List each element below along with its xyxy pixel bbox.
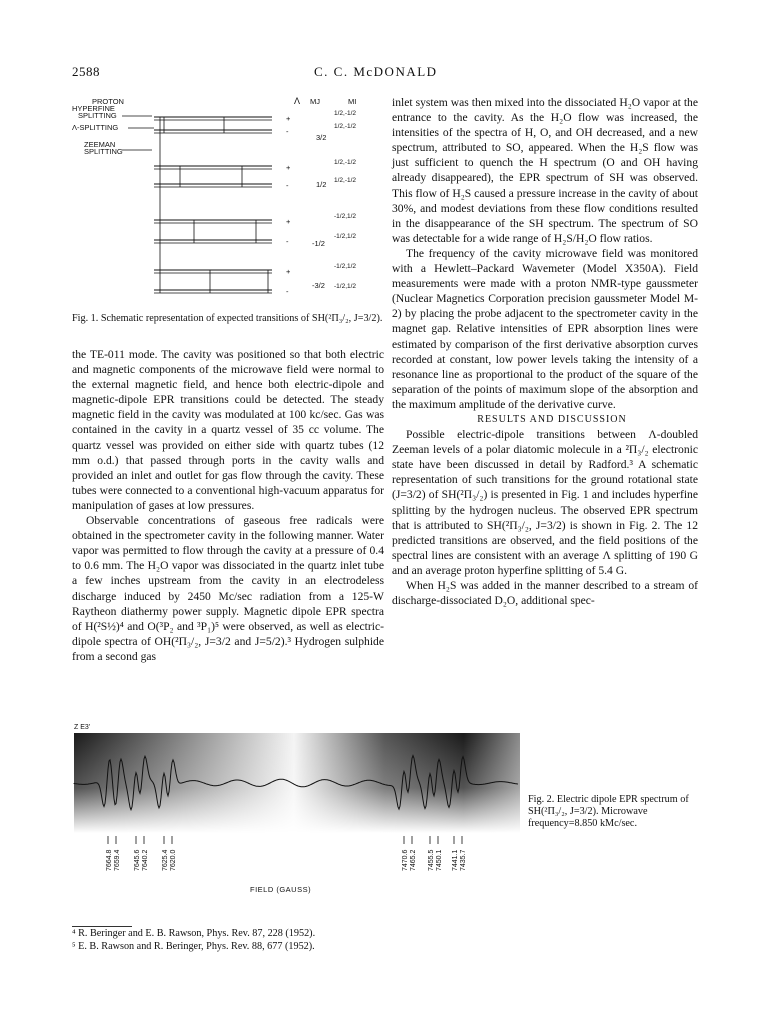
label-zeeman: ZEEMAN: [84, 140, 116, 149]
mj-label: -1/2: [312, 239, 325, 248]
figure-1-caption: Fig. 1. Schematic representation of expected transitions of SH(²Π₃/₂, J=3/2).: [72, 313, 383, 324]
label-hyperfine: HYPERFINE: [72, 104, 115, 113]
level-sign: +: [286, 217, 291, 226]
mi-label: 1/2,-1/2: [334, 177, 357, 184]
label-lambda-splitting: Λ-SPLITTING: [72, 123, 119, 132]
left-paragraph-1: the TE-011 mode. The cavity was positioned so that both electric and magnetic components of the microwave field were normal to the external magnetic field, and hence both electric-dipole and magnetic-dipole EPR transitions could be detected. The steady magnetic field in the cavity was modulated at 100 kc/sec. Gas was contained in the cavity in a quartz vessel of 35 cc volume. The quartz vessel was provided on either side with quartz tubes (12 mm o.d.) that passed through ports in the cavity walls and provided an inlet and outlet for gas flow through the cavity. These tubes were connected to a conventional high-vacuum apparatus for manipulation of gases at low pressures.: [72, 348, 384, 512]
label-splitting-2: SPLITTING: [84, 147, 123, 156]
figure-2-spectrum: [72, 733, 520, 895]
running-title: C. C. McDONALD: [314, 64, 438, 79]
field-tick-label: 7450.1: [436, 849, 443, 871]
level-sign: +: [286, 114, 291, 123]
field-tick-label: 7640.2: [142, 849, 149, 871]
x-axis-label: FIELD (GAUSS): [250, 885, 312, 894]
mi-label: 1/2,-1/2: [334, 159, 357, 166]
field-tick-label: 7659.4: [114, 849, 121, 871]
right-column: [392, 95, 698, 608]
field-tick-label: 7470.6: [402, 849, 409, 871]
field-tick-label: 7465.2: [410, 849, 417, 871]
left-paragraph-2: Observable concentrations of gaseous free radicals were obtained in the spectrometer cavity in the following manner. Water vapor was permitted to flow through the cavity at a pressure of 0.4 to 0.6 mm. The H₂O vapor was dissociated in the quartz inlet tube a few inches upstream from the cavity in an electrodeless discharge induced by 2450 Mc/sec radiation from a 125-W Raytheon diathermy power supply. Magnetic dipole EPR spectra of H(²S½)⁴ and O(³P₂ and ³P₁)⁵ were observed, as well as electric-dipole spectra of OH(²Π₃/₂, J=3/2 and J=5/2).³ Hydrogen sulphide from a second gas: [72, 514, 384, 663]
col-head-mi: MI: [348, 97, 357, 106]
figure-1-diagram: [72, 92, 382, 307]
left-column: [72, 347, 384, 664]
mj-label: -3/2: [312, 281, 325, 290]
col-head-mj: MJ: [310, 97, 320, 106]
field-tick-label: 7625.4: [162, 849, 169, 871]
mi-label: 1/2,-1/2: [334, 123, 357, 130]
level-sign: -: [286, 181, 289, 190]
level-sign: -: [286, 287, 289, 296]
level-sign: -: [286, 237, 289, 246]
field-tick-label: 7455.5: [428, 849, 435, 871]
label-splitting-1: SPLITTING: [78, 111, 117, 120]
level-sign: -: [286, 127, 289, 136]
field-tick-label: 7441.1: [452, 849, 459, 871]
right-paragraph-3: Possible electric-dipole transitions between Λ-doubled Zeeman levels of a polar diatomic molecule in a ²Π₃/₂ electronic state have been discussed in detail by Radford.³ A schematic representation of such transitions for the ground rotational state (J=3/2) of SH(²Π₃/₂) is presented in Fig. 1 and includes hyperfine splitting by the hydrogen nucleus. The observed EPR spectrum that is attributed to SH(²Π₃/₂, J=3/2) is shown in Fig. 2. The 12 predicted transitions are observed, and the field positions of the spectral lines are consistent with an average Λ splitting of 190 G and an average proton hyperfine splitting of 5.4 G.: [392, 428, 698, 577]
mi-label: -1/2,1/2: [334, 233, 357, 240]
field-tick-label: 7645.6: [134, 849, 141, 871]
field-tick-label: 7620.0: [170, 849, 177, 871]
col-head-lambda: Λ: [294, 96, 301, 106]
mi-label: -1/2,1/2: [334, 283, 357, 290]
figure-2-tag: Z E3': [74, 724, 91, 731]
footnote-rule: [72, 926, 132, 927]
field-tick-label: 7664.8: [106, 849, 113, 871]
mj-label: 1/2: [316, 180, 327, 189]
right-paragraph-2: The frequency of the cavity microwave field was monitored with a Hewlett–Packard Wavemeter (Model X350A). Field measurements were made with a proton NMR-type gaussmeter (Nuclear Magnetics Corporation precision gaussmeter Model M-2) by placing the probe adjacent to the spectrometer cavity in the magnet gap. Relative intensities of EPR absorption lines were estimated by comparison of the first derivative absorption curves recorded at constant, low power levels taking the intensity of a resonance line as proportional to the product of the square of the separation of the points of maximum slope of the absorption and the maximum amplitude of the derivative curve.: [392, 246, 698, 411]
mi-label: -1/2,1/2: [334, 263, 357, 270]
mi-label: -1/2,1/2: [334, 213, 357, 220]
section-heading: RESULTS AND DISCUSSION: [477, 413, 627, 425]
level-sign: +: [286, 163, 291, 172]
footnote-5: ⁵ E. B. Rawson and R. Beringer, Phys. Rev. 88, 677 (1952).: [72, 941, 315, 952]
right-paragraph-1: inlet system was then mixed into the dissociated H₂O vapor at the entrance to the cavity. As the H₂O flow was increased, the intensities of the spectra of H, O, and OH decreased, and a new spectrum, attributed to SO, appeared. When the H₂S flow was just sufficient to quench the H spectrum (O and OH having already disappeared), the EPR spectrum of SH was observed. This flow of H₂S caused a pressure increase in the cavity of about 30%, and modest deviations from these flow conditions resulted in the disappearance of the SH spectrum. The spectrum of SO was detectable for a wide range of H₂S/H₂O flow ratios.: [392, 96, 698, 245]
field-tick-label: 7435.7: [460, 849, 467, 871]
level-sign: +: [286, 267, 291, 276]
right-paragraph-4: When H₂S was added in the manner described to a stream of discharge-dissociated D₂O, additional spec-: [392, 579, 698, 608]
mi-label: 1/2,-1/2: [334, 110, 357, 117]
mj-label: 3/2: [316, 133, 327, 142]
label-proton: PROTON: [92, 97, 124, 106]
figure-2-caption: Fig. 2. Electric dipole EPR spectrum of SH(²Π₃/₂, J=3/2). Microwave frequency=8.850 kMc/sec.: [528, 794, 689, 829]
footnote-4: ⁴ R. Beringer and E. B. Rawson, Phys. Rev. 87, 228 (1952).: [72, 928, 316, 939]
page-number: 2588: [72, 64, 100, 79]
